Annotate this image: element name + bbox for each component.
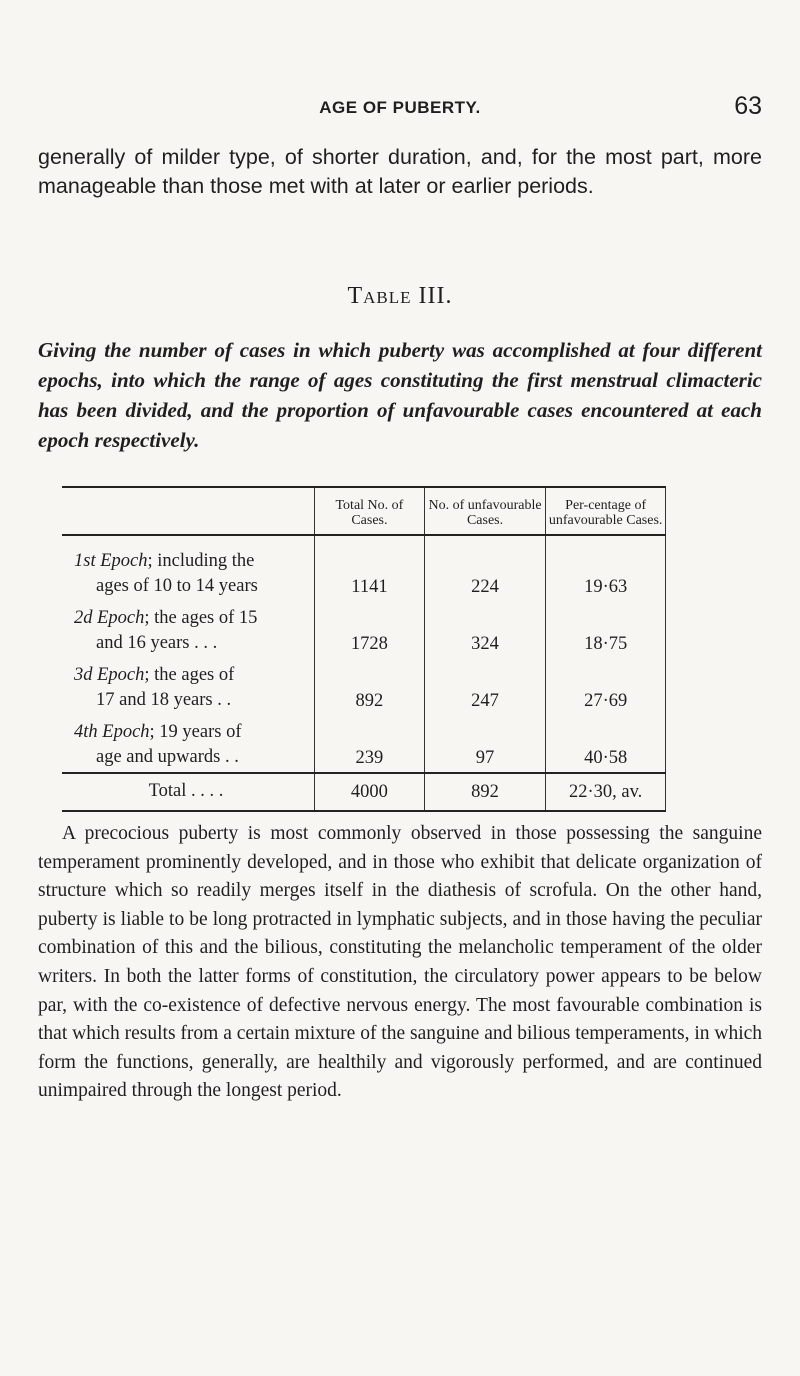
row-label	[62, 535, 315, 601]
page-number: 63	[734, 92, 762, 120]
total-cases-cell: 892	[315, 658, 425, 715]
table-caption: Giving the number of cases in which puberty was accomplished at four different epochs, into which the range of ages constituting the first menstrual climacteric has been divided, and the proportion of unfavourable cases encountered at each epoch respectively.	[38, 338, 762, 452]
epoch-ages: ages of 10 to 14 years	[96, 576, 258, 596]
table-row	[62, 715, 666, 773]
percentage-cell: 18·75	[546, 601, 666, 658]
intro-paragraph: generally of milder type, of shorter duration, and, for the most part, more manageable than those met with at later or earlier periods.	[38, 145, 762, 198]
header-unfavourable-cases: No. of unfavourable Cases.	[424, 487, 546, 535]
table-row	[62, 658, 666, 715]
grand-total-unfavourable: 892	[424, 773, 546, 811]
epoch-description: ; the ages of 15	[144, 608, 258, 628]
running-head-title: AGE OF PUBERTY.	[319, 98, 481, 117]
epoch-description: ; the ages of	[144, 665, 235, 685]
header-epoch	[62, 487, 315, 535]
grand-total-cases: 4000	[315, 773, 425, 811]
epoch-ages: and 16 years . . .	[96, 633, 218, 653]
table-header-row	[62, 487, 666, 535]
row-label	[62, 715, 315, 773]
epoch-description: ; including the	[147, 551, 255, 571]
table-row	[62, 601, 666, 658]
epoch-description: ; 19 years of	[149, 722, 242, 742]
total-label: Total . . . .	[62, 773, 315, 811]
table-row	[62, 535, 666, 601]
average-percentage: 22·30, av.	[546, 773, 666, 811]
row-label	[62, 601, 315, 658]
epoch-ages: 17 and 18 years . .	[96, 690, 232, 710]
unfavourable-cases-cell: 247	[424, 658, 546, 715]
header-total-cases: Total No. of Cases.	[315, 487, 425, 535]
total-cases-cell: 1141	[315, 535, 425, 601]
epoch-name: 1st Epoch	[74, 551, 148, 571]
unfavourable-cases-cell: 97	[424, 715, 546, 773]
epoch-ages: age and upwards . .	[96, 747, 239, 767]
row-label	[62, 658, 315, 715]
running-head	[38, 92, 762, 122]
unfavourable-cases-cell: 224	[424, 535, 546, 601]
percentage-cell: 40·58	[546, 715, 666, 773]
total-cases-cell: 1728	[315, 601, 425, 658]
header-percentage: Per-centage of unfavourable Cases.	[546, 487, 666, 535]
epoch-name: 2d Epoch	[74, 608, 145, 628]
unfavourable-cases-cell: 324	[424, 601, 546, 658]
table-heading: Table III.	[347, 283, 453, 309]
epoch-name: 3d Epoch	[74, 665, 145, 685]
table-total-row	[62, 773, 666, 811]
percentage-cell: 19·63	[546, 535, 666, 601]
data-table	[62, 486, 666, 812]
percentage-cell: 27·69	[546, 658, 666, 715]
total-cases-cell: 239	[315, 715, 425, 773]
epoch-name: 4th Epoch	[74, 722, 150, 742]
closing-paragraph: A precocious puberty is most commonly observed in those possessing the sanguine temperament prominently developed, and in those who exhibit that delicate organization of structure which so readily merges itself in the diathesis of scrofula. On the other hand, puberty is liable to be long protracted in lymphatic subjects, and in those having the peculiar combination of this and the bilious, constituting the melancholic temperament of the older writers. In both the latter forms of constitution, the circulatory power appears to be below par, with the co-existence of defective nervous energy. The most favourable combination is that which results from a certain mixture of the sanguine and bilious temperaments, in which form the functions, generally, are healthily and vigorously performed, and are continued unimpaired through the longest period.	[38, 823, 763, 1102]
